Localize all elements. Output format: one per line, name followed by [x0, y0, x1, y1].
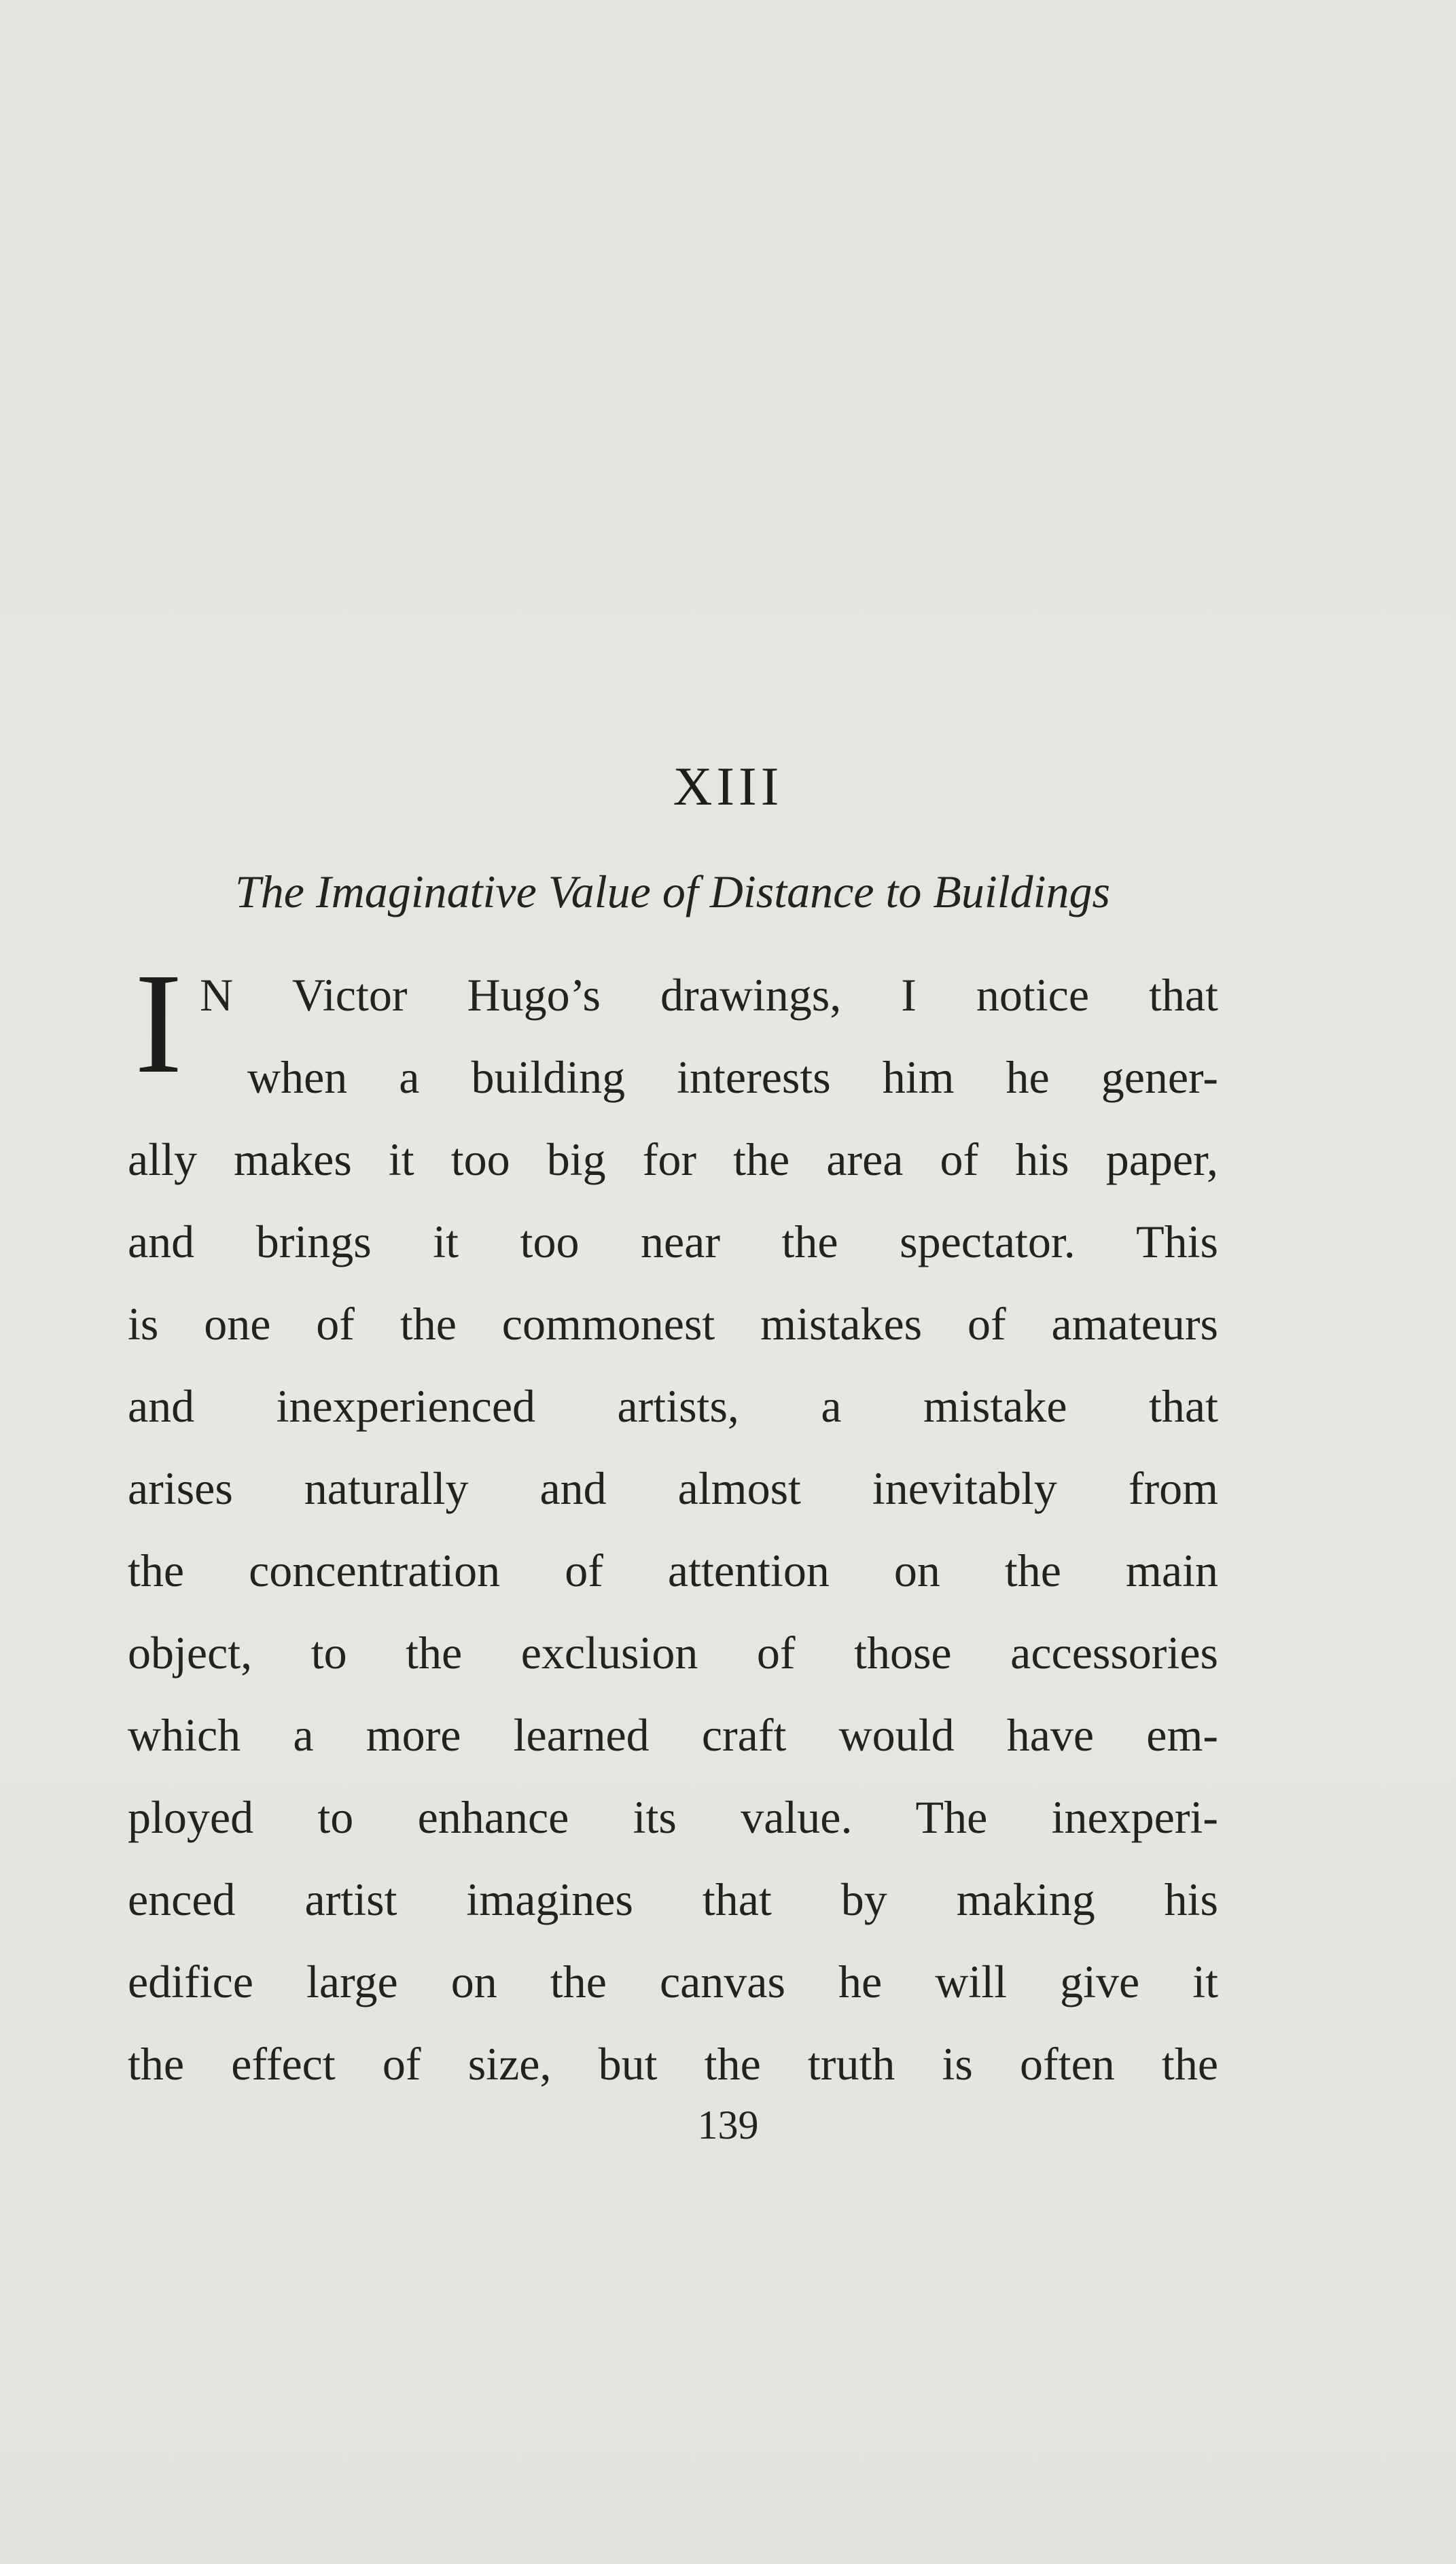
text-line: when a building interests him he gener- [247, 1051, 1218, 1103]
text-line: edifice large on the canvas he will give it [128, 1956, 1218, 2007]
text-line: is one of the commonest mistakes of amateurs [128, 1298, 1218, 1350]
text-line: ally makes it too big for the area of his paper, [128, 1134, 1218, 1185]
chapter-title: The Imaginative Value of Distance to Buildings [234, 866, 1111, 917]
text-line: N Victor Hugo’s drawings, I notice that [200, 969, 1218, 1021]
page-number: 139 [697, 2103, 759, 2147]
text-line: and brings it too near the spectator. This [128, 1216, 1218, 1267]
text-line: the effect of size, but the truth is often the [128, 2038, 1218, 2090]
text-line: enced artist imagines that by making his [128, 1874, 1218, 1925]
text-line: arises naturally and almost inevitably from [128, 1462, 1218, 1514]
text-line: and inexperienced artists, a mistake that [128, 1380, 1218, 1432]
text-line: which a more learned craft would have em- [128, 1709, 1218, 1761]
chapter-number: XIII [673, 757, 783, 817]
text-line: the concentration of attention on the main [128, 1545, 1218, 1596]
text-line: object, to the exclusion of those accessories [128, 1627, 1218, 1679]
body-paragraph [128, 943, 1218, 2105]
drop-cap: I [135, 943, 183, 1103]
text-line: ployed to enhance its value. The inexperi- [128, 1791, 1218, 1843]
